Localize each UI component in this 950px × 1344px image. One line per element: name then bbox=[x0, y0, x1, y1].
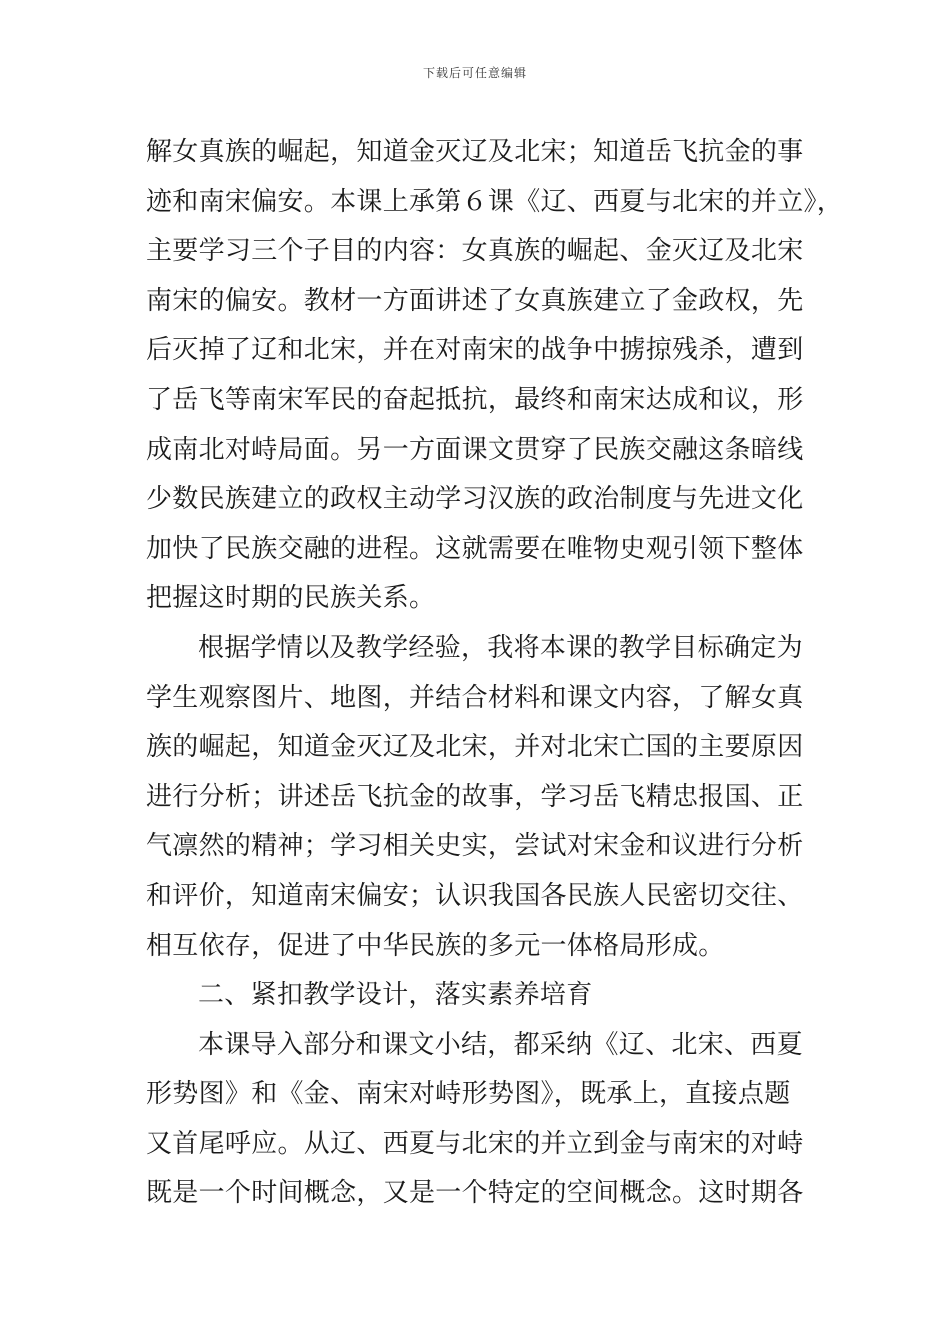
text-line-22: 既是一个时间概念，又是一个特定的空间概念。这时期各 bbox=[146, 1178, 804, 1209]
paragraph-start-line: 根据学情以及教学经验，我将本课的教学目标确定为 bbox=[198, 632, 803, 663]
text-line-2: 迹和南宋偏安。本课上承第６课《辽、西夏与北宋的并立》， bbox=[146, 186, 844, 217]
text-line-3: 主要学习三个子目的内容：女真族的崛起、金灭辽及北宋 bbox=[146, 236, 804, 267]
text-line-7: 成南北对峙局面。另一方面课文贯穿了民族交融这条暗线 bbox=[146, 434, 804, 465]
text-line-17: 相互依存，促进了中华民族的多元一体格局形成。 bbox=[146, 930, 725, 961]
body-text bbox=[146, 128, 844, 1219]
text-line-1: 解女真族的崛起，知道金灭辽及北宋；知道岳飞抗金的事 bbox=[146, 137, 804, 167]
text-line-6: 了岳飞等南宋军民的奋起抵抗，最终和南宋达成和议，形 bbox=[146, 384, 804, 415]
text-line-8: 少数民族建立的政权主动学习汉族的政治制度与先进文化 bbox=[146, 484, 804, 515]
text-line-14: 进行分析；讲述岳飞抗金的故事，学习岳飞精忠报国、正 bbox=[146, 781, 804, 812]
text-line-16: 和评价，知道南宋偏安；认识我国各民族人民密切交往、 bbox=[146, 880, 804, 911]
text-line-20: 形势图》和《金、南宋对峙形势图》，既承上，直接点题 bbox=[146, 1079, 791, 1110]
text-line-4: 南宋的偏安。教材一方面讲述了女真族建立了金政权，先 bbox=[146, 285, 804, 316]
page-header: 下载后可任意编辑 bbox=[422, 66, 527, 80]
text-line-15: 气凛然的精神；学习相关史实，尝试对宋金和议进行分析 bbox=[146, 831, 804, 862]
text-line-9: 加快了民族交融的进程。这就需要在唯物史观引领下整体 bbox=[146, 533, 804, 564]
text-line-5: 后灭掉了辽和北宋，并在对南宋的战争中掳掠残杀，遭到 bbox=[146, 335, 804, 366]
text-line-10: 把握这时期的民族关系。 bbox=[146, 583, 436, 614]
text-line-21: 又首尾呼应。从辽、西夏与北宋的并立到金与南宋的对峙 bbox=[146, 1128, 804, 1159]
text-line-12: 学生观察图片、地图，并结合材料和课文内容，了解女真 bbox=[146, 682, 804, 713]
paragraph-start-line: 本课导入部分和课文小结，都采纳《辽、北宋、西夏 bbox=[198, 1029, 803, 1060]
section-heading: 二、紧扣教学设计，落实素养培育 bbox=[198, 980, 593, 1011]
text-line-13: 族的崛起，知道金灭辽及北宋，并对北宋亡国的主要原因 bbox=[146, 732, 804, 763]
